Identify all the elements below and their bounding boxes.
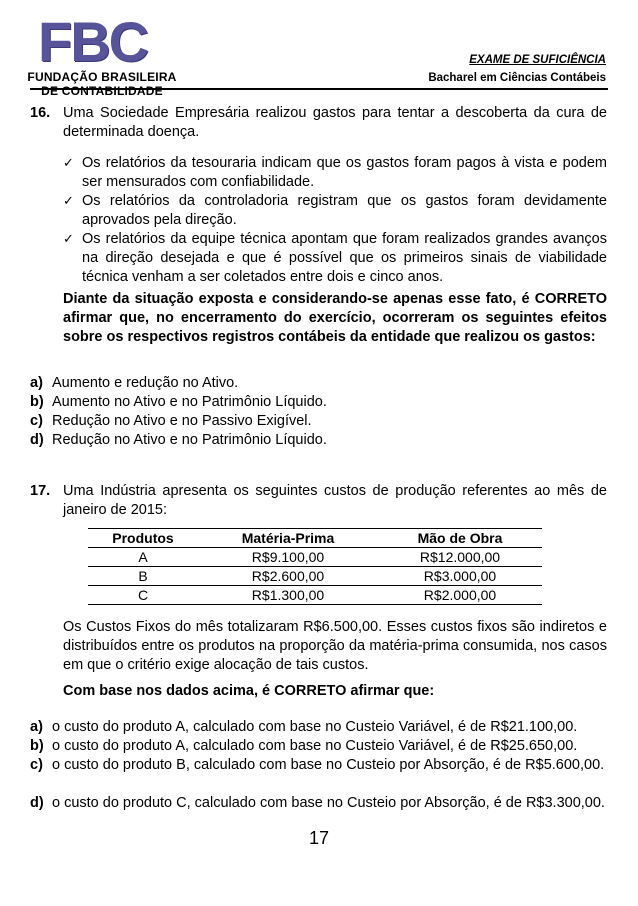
q17-option-d: o custo do produto C, calculado com base no Custeio por Absorção, é de R$3.300,00.	[52, 795, 605, 811]
q16-bullet-3: Os relatórios da equipe técnica apontam que foram realizados grandes avanços na direção desejada e que é possível que os primeiros sinais de viabilidade técnica venham a ser coletados entre dois e cinco anos.	[82, 231, 607, 285]
table-row	[88, 586, 542, 605]
table-row	[88, 567, 542, 586]
option-letter: a)	[30, 719, 43, 735]
option-letter: d)	[30, 432, 44, 448]
table-cell: B	[88, 567, 198, 586]
q16-bullet-2: Os relatórios da controladoria registram que os gastos foram devidamente aprovados pela direção.	[82, 193, 607, 228]
table-cell: A	[88, 548, 198, 567]
q17-question: Com base nos dados acima, é CORRETO afirmar que:	[63, 683, 435, 699]
table-header: Produtos	[88, 529, 198, 548]
table-cell: C	[88, 586, 198, 605]
q17-stem: Uma Indústria apresenta os seguintes custos de produção referentes ao mês de janeiro de 2015:	[63, 483, 607, 518]
q16-question: Diante da situação exposta e considerando-se apenas esse fato, é CORRETO afirmar que, no encerramento do exercício, ocorreram os seguintes efeitos sobre os respectivos registros contábeis da entidade que realizou os gastos:	[63, 291, 607, 345]
header-rule	[30, 88, 608, 90]
option-letter: a)	[30, 375, 43, 391]
q16-option-c: Redução no Ativo e no Passivo Exigível.	[52, 413, 312, 429]
costs-table	[88, 528, 542, 605]
q16-number: 16.	[30, 105, 51, 121]
q17-paragraph: Os Custos Fixos do mês totalizaram R$6.500,00. Esses custos fixos são indiretos e distribuídos entre os produtos na proporção da matéria-prima consumida, nos casos em que o critério exige alocação de tais custos.	[63, 619, 607, 673]
logo-letters: FBC	[38, 10, 148, 73]
q16-stem: Uma Sociedade Empresária realizou gastos para tentar a descoberta da cura de determinada doença.	[63, 105, 607, 140]
q16-option-b: Aumento no Ativo e no Patrimônio Líquido.	[52, 394, 327, 410]
logo-line2: DE CONTABILIDADE	[41, 84, 163, 98]
table-cell: R$3.000,00	[378, 567, 542, 586]
option-letter: c)	[30, 413, 43, 429]
header-course: Bacharel em Ciências Contábeis	[428, 72, 606, 84]
header-exam-title: EXAME DE SUFICIÊNCIA	[469, 54, 606, 66]
table-cell: R$9.100,00	[198, 548, 378, 567]
page-number: 17	[308, 828, 330, 848]
table-cell: R$2.000,00	[378, 586, 542, 605]
table-row	[88, 548, 542, 567]
check-icon: ✓	[63, 155, 74, 170]
q17-option-b: o custo do produto A, calculado com base no Custeio Variável, é de R$25.650,00.	[52, 738, 578, 754]
option-letter: b)	[30, 738, 44, 754]
fbc-logo	[22, 10, 182, 98]
q17-number: 17.	[30, 483, 51, 499]
table-header: Mão de Obra	[378, 529, 542, 548]
q16-option-a: Aumento e redução no Ativo.	[52, 375, 239, 391]
option-letter: b)	[30, 394, 44, 410]
option-letter: c)	[30, 757, 43, 773]
check-icon: ✓	[63, 231, 74, 246]
q16-bullet-1: Os relatórios da tesouraria indicam que os gastos foram pagos à vista e podem ser mensurados com confiabilidade.	[82, 155, 607, 190]
table-header: Matéria-Prima	[198, 529, 378, 548]
table-cell: R$1.300,00	[198, 586, 378, 605]
q17-option-a: o custo do produto A, calculado com base no Custeio Variável, é de R$21.100,00.	[52, 719, 578, 735]
check-icon: ✓	[63, 193, 74, 208]
q17-option-c: o custo do produto B, calculado com base no Custeio por Absorção, é de R$5.600,00.	[52, 757, 605, 773]
logo-line1: FUNDAÇÃO BRASILEIRA	[27, 70, 177, 84]
q16-option-d: Redução no Ativo e no Patrimônio Líquido.	[52, 432, 327, 448]
table-cell: R$2.600,00	[198, 567, 378, 586]
table-header-row	[88, 529, 542, 548]
table-cell: R$12.000,00	[378, 548, 542, 567]
option-letter: d)	[30, 795, 44, 811]
